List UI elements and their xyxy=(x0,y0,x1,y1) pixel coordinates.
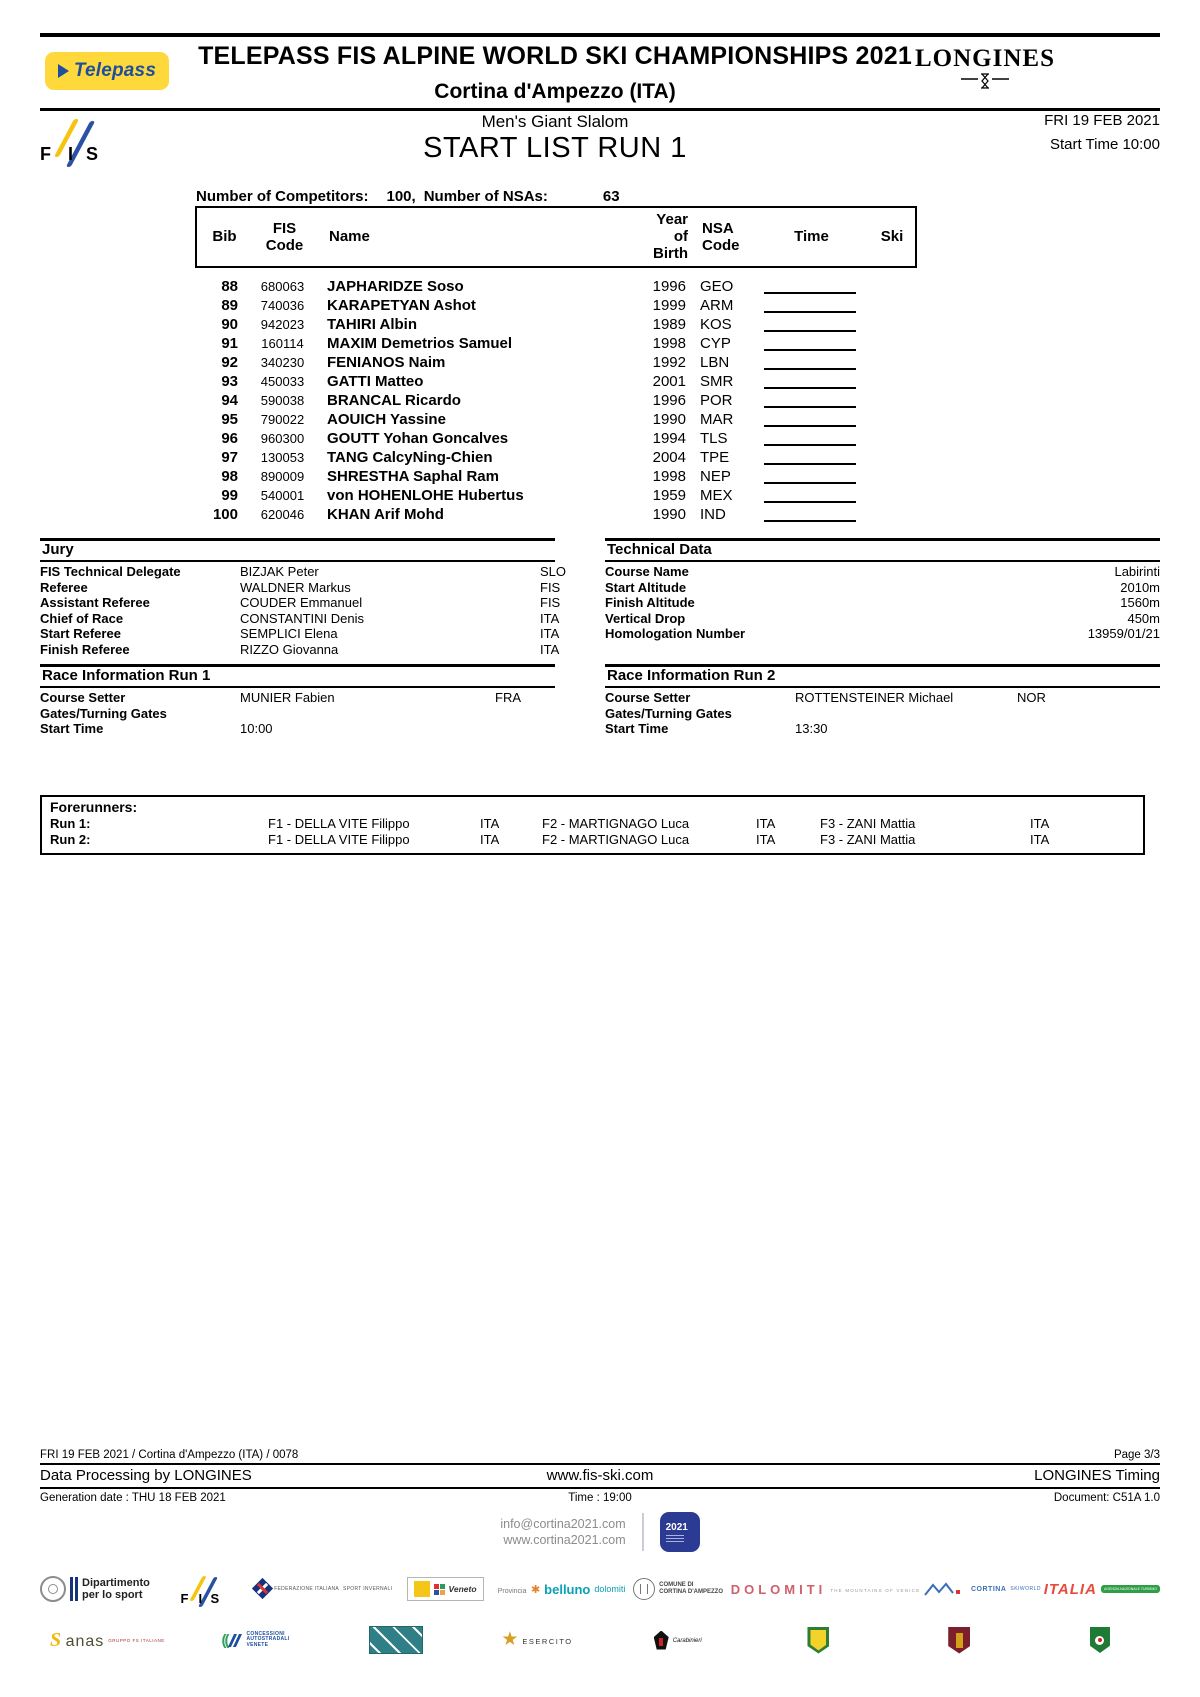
start-list-row xyxy=(195,315,917,334)
forerunner-run-label: Run 1: xyxy=(50,816,91,831)
time-cell xyxy=(752,317,867,332)
start-list-table xyxy=(195,206,917,524)
location-title: Cortina d'Ampezzo (ITA) xyxy=(434,80,676,103)
sponsor-logo-carabinieri: Carabinieri xyxy=(628,1631,728,1650)
sponsor-row-2 xyxy=(40,1626,1160,1654)
nsa-code: CYP xyxy=(700,335,731,352)
footer-generation-time: Time : 19:00 xyxy=(568,1492,632,1504)
jury-row xyxy=(40,610,560,627)
jury-name: CONSTANTINI Denis xyxy=(240,610,364,626)
race-info-label: Start Time xyxy=(40,721,104,736)
race-info-nation xyxy=(495,706,555,722)
col-bib: Bib xyxy=(212,228,237,245)
forerunner-f3-nation: ITA xyxy=(1030,832,1050,847)
longines-wordmark: LONGINES xyxy=(915,45,1055,72)
bib-number: 94 xyxy=(221,392,238,409)
dipartimento-bars-icon xyxy=(70,1577,78,1601)
time-blank-line xyxy=(764,469,856,484)
forerunner-f1: F1 - DELLA VITE Filippo xyxy=(268,832,410,847)
jury-name: RIZZO Giovanna xyxy=(240,641,339,657)
forerunner-row xyxy=(50,832,1135,848)
col-ski: Ski xyxy=(880,228,904,245)
sponsor-logo-venezia-terminal xyxy=(346,1626,446,1654)
time-blank-line xyxy=(764,279,856,294)
forerunner-f3: F3 - ZANI Mattia xyxy=(820,832,916,847)
sponsor-logo-cav: (( CONCESSIONI AUTOSTRADALI VENETE xyxy=(221,1630,290,1649)
time-blank-line xyxy=(764,317,856,332)
race-info-value: ROTTENSTEINER Michael xyxy=(795,690,954,705)
bib-number: 91 xyxy=(221,335,238,352)
time-blank-line xyxy=(764,374,856,389)
time-cell xyxy=(752,355,867,370)
technical-label: Vertical Drop xyxy=(605,610,686,626)
jury-role: FIS Technical Delegate xyxy=(40,564,181,579)
sponsor-logo-coni-shield xyxy=(768,1627,868,1654)
fis-code: 450033 xyxy=(260,374,305,389)
competitor-name: FENIANOS Naim xyxy=(327,354,446,371)
time-blank-line xyxy=(764,488,856,503)
sponsor-logo-fisi: FEDERAZIONE ITALIANA SPORT INVERNALI xyxy=(255,1577,392,1602)
race-info-row xyxy=(40,706,555,722)
contact-divider xyxy=(642,1513,644,1551)
start-list-rows xyxy=(195,277,917,524)
championship-title: TELEPASS FIS ALPINE WORLD SKI CHAMPIONSHIPS 2021 xyxy=(198,42,912,70)
forerunner-f2: F2 - MARTIGNAGO Luca xyxy=(542,816,690,831)
bib-number: 96 xyxy=(221,430,238,447)
time-blank-line xyxy=(764,298,856,313)
race-info-value xyxy=(795,706,1017,722)
dipartimento-emblem-icon xyxy=(40,1576,66,1602)
nsa-code: GEO xyxy=(700,278,734,295)
cav-arcs-icon: (( xyxy=(221,1631,228,1649)
fis-code: 960300 xyxy=(260,431,305,446)
competitor-name: JAPHARIDZE Soso xyxy=(327,278,464,295)
race-info-run1-section xyxy=(40,664,555,737)
race-info-row xyxy=(605,706,1160,722)
race-info-run2-section xyxy=(605,664,1160,737)
footer xyxy=(40,1449,1160,1504)
fis-code: 130053 xyxy=(260,450,305,465)
green-shield-icon xyxy=(1090,1627,1110,1653)
race-info-label: Gates/Turning Gates xyxy=(605,705,732,721)
sponsor-logo-anas: S anas GRUPPO FS ITALIANE xyxy=(50,1628,165,1651)
jury-role: Finish Referee xyxy=(40,641,130,657)
jury-row xyxy=(40,579,561,596)
cortina-mountains-icon xyxy=(923,1582,967,1597)
badge-year: 2021 xyxy=(665,1522,688,1533)
jury-name: COUDER Emmanuel xyxy=(240,595,363,610)
sponsor-logo-provincia-belluno: Provincia ✱ belluno dolomiti xyxy=(497,1581,626,1597)
nsas-count: 63 xyxy=(602,188,620,205)
race-info-label: Start Time xyxy=(605,721,669,736)
start-list-row xyxy=(195,467,917,486)
race-info-value: 13:30 xyxy=(795,721,828,736)
jury-nation: ITA xyxy=(540,626,560,641)
contact-email: info@cortina2021.com xyxy=(500,1517,626,1531)
bib-number: 92 xyxy=(221,354,238,371)
jury-row xyxy=(40,626,560,642)
jury-nation: FIS xyxy=(540,579,561,595)
bib-number: 98 xyxy=(221,468,238,485)
technical-data-row xyxy=(605,595,1160,611)
time-cell xyxy=(752,469,867,484)
start-list-row xyxy=(195,448,917,467)
veneto-square-icon xyxy=(414,1581,430,1597)
race-date: FRI 19 FEB 2021 xyxy=(1044,112,1160,129)
footer-data-processing: Data Processing by LONGINES xyxy=(40,1467,252,1484)
time-cell xyxy=(752,488,867,503)
race-info-row xyxy=(605,721,1160,737)
race-info-row xyxy=(605,690,1160,706)
fisi-emblem-icon xyxy=(252,1577,273,1598)
technical-data-row xyxy=(605,626,1160,642)
longines-hourglass-icon xyxy=(961,73,1009,89)
competitor-name: KARAPETYAN Ashot xyxy=(327,297,476,314)
race-info-label: Course Setter xyxy=(605,690,691,705)
year-of-birth: 1994 xyxy=(652,430,686,447)
esercito-star-icon: ★ xyxy=(501,1629,519,1650)
time-blank-line xyxy=(764,507,856,522)
sponsor-row-1 xyxy=(40,1572,1160,1606)
start-list-row xyxy=(195,429,917,448)
nsa-code: MEX xyxy=(700,487,733,504)
jury-name: SEMPLICI Elena xyxy=(240,626,338,641)
fis-mini-icon: F I S xyxy=(181,1572,225,1606)
footer-timing: LONGINES Timing xyxy=(1034,1467,1160,1484)
jury-title: Jury xyxy=(40,538,555,562)
nsa-code: ARM xyxy=(700,297,734,314)
nsa-code: TPE xyxy=(700,449,730,466)
sponsor-logo-dipartimento-sport: Dipartimento per lo sport xyxy=(40,1576,150,1602)
year-of-birth: 1998 xyxy=(652,468,686,485)
veneto-pinwheel-icon xyxy=(434,1584,445,1595)
nsa-code: MAR xyxy=(700,411,734,428)
cortina-2021-badge xyxy=(660,1512,700,1552)
longines-logo xyxy=(905,45,1065,94)
race-info-value: 10:00 xyxy=(240,721,273,736)
footer-page-number: Page 3/3 xyxy=(1113,1449,1160,1461)
time-blank-line xyxy=(764,412,856,427)
jury-row xyxy=(40,564,567,580)
sponsor-logo-italia: ITALIA AGENZIA NAZIONALE TURISMO xyxy=(1044,1581,1160,1598)
sponsor-logo-fis xyxy=(153,1572,253,1606)
jury-role: Assistant Referee xyxy=(40,595,150,610)
header-divider xyxy=(40,108,1160,111)
year-of-birth: 1999 xyxy=(652,297,686,314)
time-cell xyxy=(752,393,867,408)
forerunner-f2: F2 - MARTIGNAGO Luca xyxy=(542,832,690,847)
time-blank-line xyxy=(764,450,856,465)
forerunner-f1: F1 - DELLA VITE Filippo xyxy=(268,816,410,831)
nsa-code: SMR xyxy=(700,373,734,390)
bib-number: 100 xyxy=(212,506,238,523)
year-of-birth: 1959 xyxy=(652,487,686,504)
start-list-row xyxy=(195,277,917,296)
technical-value: 1560m xyxy=(1120,595,1160,610)
footer-document-code: Document: C51A 1.0 xyxy=(1053,1492,1160,1504)
competitor-name: SHRESTHA Saphal Ram xyxy=(327,468,499,485)
footer-generation-row xyxy=(40,1489,1160,1504)
sponsor-logo-comune-cortina: COMUNE DI CORTINA D'AMPEZZO xyxy=(628,1578,728,1600)
time-cell xyxy=(752,336,867,351)
fis-code: 890009 xyxy=(260,469,305,484)
year-of-birth: 1990 xyxy=(652,411,686,428)
race-info-nation: NOR xyxy=(1017,690,1046,705)
start-list-header xyxy=(195,206,917,268)
fis-code: 620046 xyxy=(260,507,305,522)
race-info-label: Course Setter xyxy=(40,690,126,705)
time-cell xyxy=(752,507,867,522)
time-cell xyxy=(752,298,867,313)
race-info-run2-title: Race Information Run 2 xyxy=(605,664,1160,688)
fis-code: 160114 xyxy=(261,336,304,351)
year-of-birth: 1998 xyxy=(652,335,686,352)
fis-code: 540001 xyxy=(260,488,305,503)
nsa-code: IND xyxy=(700,506,726,523)
footer-processing-row xyxy=(40,1465,1160,1489)
race-info-nation xyxy=(495,721,555,737)
jury-role: Start Referee xyxy=(40,626,121,641)
technical-value: Labirinti xyxy=(1114,564,1160,579)
col-year-of-birth: Year of Birth xyxy=(653,211,688,262)
fis-letter-i: I xyxy=(68,144,74,164)
year-of-birth: 2001 xyxy=(652,373,686,390)
forerunner-f3: F3 - ZANI Mattia xyxy=(820,816,916,831)
start-list-row xyxy=(195,334,917,353)
fis-letter-f: F xyxy=(40,144,51,164)
race-info-row xyxy=(40,690,555,706)
forerunner-f1-nation: ITA xyxy=(480,832,500,847)
nsa-code: NEP xyxy=(700,468,731,485)
discipline-title: Men's Giant Slalom xyxy=(481,112,629,131)
sponsor-logo-polizia xyxy=(909,1627,1009,1654)
time-cell xyxy=(752,412,867,427)
competitor-name: TAHIRI Albin xyxy=(327,316,417,333)
time-cell xyxy=(752,374,867,389)
technical-value: 2010m xyxy=(1120,579,1160,595)
forerunners-title: Forerunners: xyxy=(50,799,138,815)
venezia-stripes-icon xyxy=(369,1626,423,1654)
race-info-value xyxy=(240,706,495,722)
year-of-birth: 1996 xyxy=(652,392,686,409)
competitor-name: KHAN Arif Mohd xyxy=(327,506,444,523)
nsa-code: POR xyxy=(700,392,733,409)
footer-generation-date: Generation date : THU 18 FEB 2021 xyxy=(40,1492,226,1504)
race-info-run1-title: Race Information Run 1 xyxy=(40,664,555,688)
sponsor-logo-esercito: ★ ESERCITO xyxy=(501,1629,573,1650)
jury-row xyxy=(40,595,561,611)
time-blank-line xyxy=(764,355,856,370)
time-cell xyxy=(752,279,867,294)
forerunner-f2-nation: ITA xyxy=(756,832,776,847)
race-info-label: Gates/Turning Gates xyxy=(40,705,167,721)
competitor-name: TANG CalcyNing-Chien xyxy=(327,449,493,466)
year-of-birth: 1992 xyxy=(652,354,686,371)
year-of-birth: 1989 xyxy=(652,316,686,333)
time-blank-line xyxy=(764,336,856,351)
bib-number: 90 xyxy=(221,316,238,333)
jury-nation: ITA xyxy=(540,641,560,657)
technical-label: Course Name xyxy=(605,564,689,579)
carabinieri-flame-icon xyxy=(654,1631,669,1650)
fis-letter-s: S xyxy=(86,144,99,164)
technical-label: Start Altitude xyxy=(605,579,687,595)
race-info-row xyxy=(40,721,555,737)
start-list-row xyxy=(195,391,917,410)
competitors-label: Number of Competitors: xyxy=(196,188,369,205)
forerunner-f2-nation: ITA xyxy=(756,816,776,831)
bib-number: 89 xyxy=(221,297,238,314)
time-blank-line xyxy=(764,393,856,408)
jury-role: Referee xyxy=(40,579,88,595)
competitors-summary xyxy=(196,188,620,205)
fis-code: 790022 xyxy=(260,412,305,427)
race-info-nation: FRA xyxy=(495,690,521,705)
footer-doc-row xyxy=(40,1449,1160,1465)
competitor-name: von HOHENLOHE Hubertus xyxy=(327,487,524,504)
year-of-birth: 1990 xyxy=(652,506,686,523)
jury-name: WALDNER Markus xyxy=(240,579,351,595)
start-list-row xyxy=(195,505,917,524)
technical-data-row xyxy=(605,611,1160,627)
start-list-row xyxy=(195,296,917,315)
footer-doc-ref: FRI 19 FEB 2021 / Cortina d'Ampezzo (ITA) / 0078 xyxy=(40,1449,299,1461)
sponsor-logo-veneto: Veneto xyxy=(395,1577,495,1601)
forerunner-run-label: Run 2: xyxy=(50,832,91,847)
contact-block xyxy=(0,1512,1200,1552)
start-list-row xyxy=(195,372,917,391)
fis-code: 590038 xyxy=(260,393,305,408)
technical-data-section xyxy=(605,538,1160,642)
technical-data-row xyxy=(605,564,1160,580)
col-name: Name xyxy=(329,228,370,245)
fis-code: 740036 xyxy=(260,298,305,313)
nsa-code: LBN xyxy=(700,354,730,371)
technical-data-row xyxy=(605,580,1160,596)
col-fis-code: FIS Code xyxy=(265,219,304,254)
document-title: START LIST RUN 1 xyxy=(423,132,687,164)
nsa-code: KOS xyxy=(700,316,732,333)
jury-nation: FIS xyxy=(540,595,561,610)
nsas-label: Number of NSAs: xyxy=(423,188,548,205)
race-start-time: Start Time 10:00 xyxy=(1049,136,1160,153)
technical-data-title: Technical Data xyxy=(605,538,1160,562)
race-info-value: MUNIER Fabien xyxy=(240,690,335,705)
fis-code: 942023 xyxy=(260,317,305,332)
telepass-wordmark: Telepass xyxy=(73,60,157,81)
bib-number: 99 xyxy=(221,487,238,504)
competitors-count: 100, xyxy=(386,188,416,205)
competitor-name: BRANCAL Ricardo xyxy=(327,392,461,409)
jury-name: BIZJAK Peter xyxy=(240,564,319,579)
jury-section xyxy=(40,538,567,657)
belluno-star-icon: ✱ xyxy=(530,1584,541,1596)
nsa-code: TLS xyxy=(700,430,728,447)
forerunner-row xyxy=(50,816,1135,832)
comune-crest-icon xyxy=(633,1578,655,1600)
jury-role: Chief of Race xyxy=(40,610,124,626)
competitor-name: GOUTT Yohan Goncalves xyxy=(327,430,509,447)
bib-number: 95 xyxy=(221,411,238,428)
col-nsa-code: NSA Code xyxy=(702,219,740,254)
sponsor-logo-cortina-skiworld: CORTINA SKIWORLD xyxy=(923,1582,1041,1597)
jury-nation: ITA xyxy=(540,610,560,626)
race-info-nation xyxy=(1017,721,1160,737)
cav-bars-icon xyxy=(231,1634,239,1647)
competitor-name: AOUICH Yassine xyxy=(327,411,446,428)
forerunners-section xyxy=(40,795,1145,855)
time-blank-line xyxy=(764,431,856,446)
technical-value: 450m xyxy=(1127,610,1160,626)
fis-code: 680063 xyxy=(260,279,305,294)
technical-label: Finish Altitude xyxy=(605,595,695,610)
start-list-row xyxy=(195,486,917,505)
jury-nation: SLO xyxy=(540,564,567,579)
year-of-birth: 2004 xyxy=(652,449,686,466)
forerunner-f1-nation: ITA xyxy=(480,816,500,831)
year-of-birth: 1996 xyxy=(652,278,686,295)
technical-label: Homologation Number xyxy=(605,626,746,641)
footer-website-link: www.fis-ski.com xyxy=(546,1467,654,1484)
bib-number: 88 xyxy=(221,278,238,295)
coni-shield-icon xyxy=(807,1627,829,1654)
competitor-name: GATTI Matteo xyxy=(327,373,424,390)
jury-row xyxy=(40,641,560,658)
technical-value: 13959/01/21 xyxy=(1087,626,1160,641)
col-time: Time xyxy=(794,228,829,245)
sponsor-logo-green-shield xyxy=(1050,1627,1150,1653)
sponsor-logo-dolomiti: DOLOMITI THE MOUNTAINS OF VENICE xyxy=(730,1581,921,1597)
contact-website: www.cortina2021.com xyxy=(503,1533,626,1547)
time-cell xyxy=(752,450,867,465)
fis-code: 340230 xyxy=(260,355,305,370)
forerunner-f3-nation: ITA xyxy=(1030,816,1050,831)
start-list-row xyxy=(195,410,917,429)
start-list-row xyxy=(195,353,917,372)
race-info-nation xyxy=(1017,706,1160,722)
bib-number: 97 xyxy=(221,449,238,466)
competitor-name: MAXIM Demetrios Samuel xyxy=(327,335,513,352)
polizia-shield-icon xyxy=(948,1627,970,1654)
bib-number: 93 xyxy=(221,373,238,390)
time-cell xyxy=(752,431,867,446)
top-rule xyxy=(40,33,1160,37)
